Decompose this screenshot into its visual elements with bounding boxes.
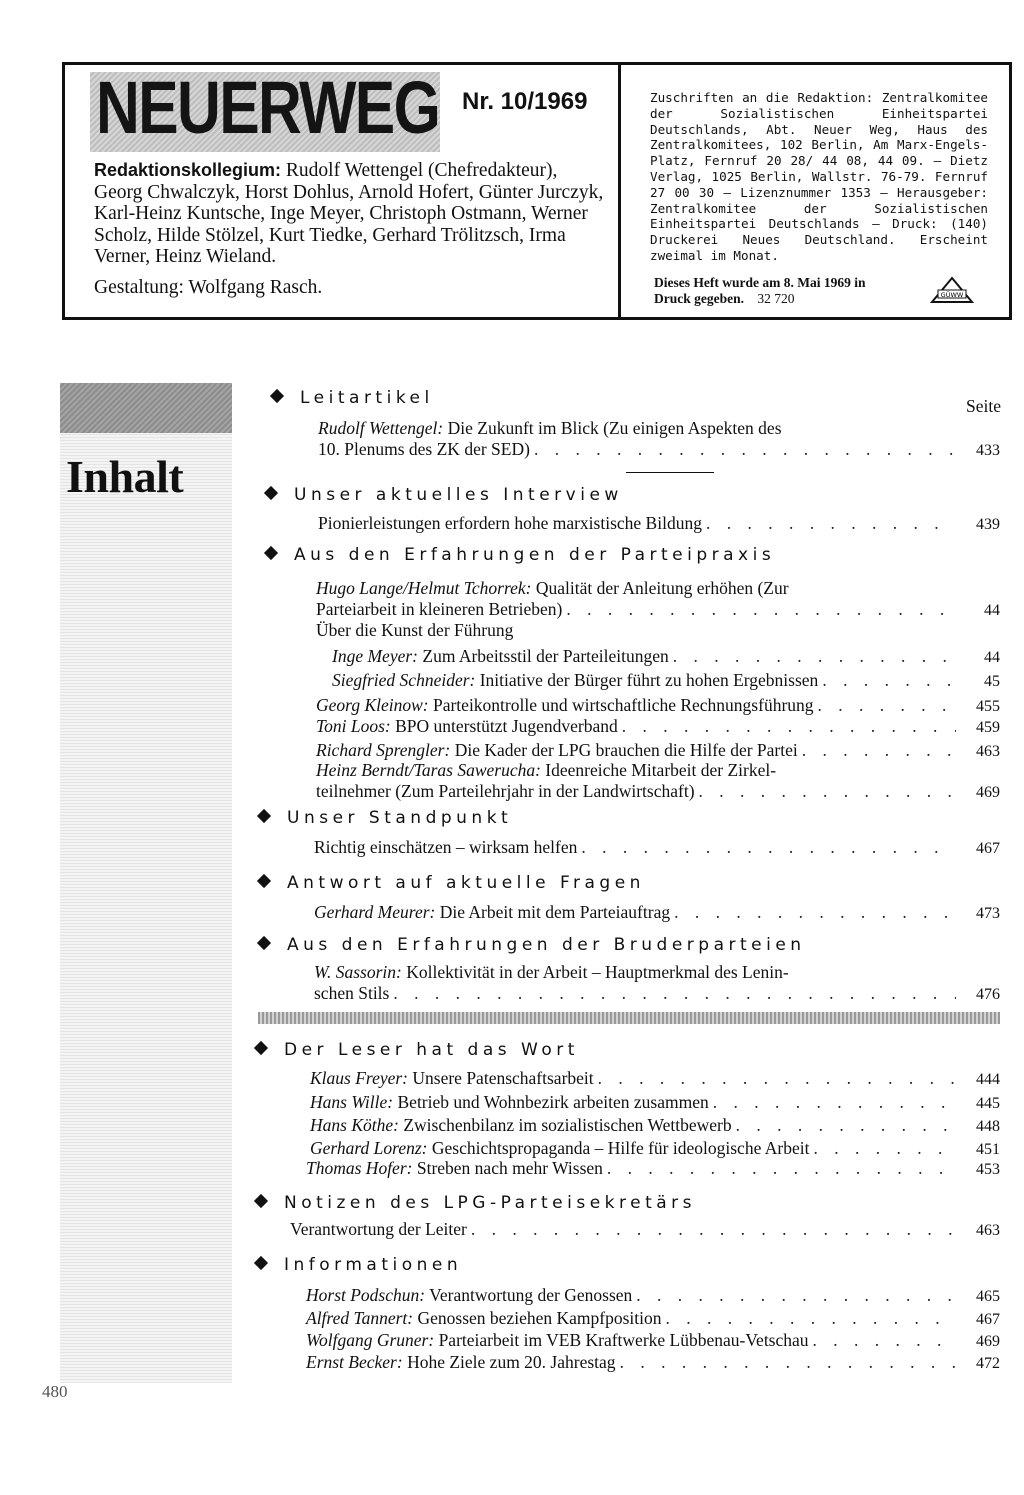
section-heading (272, 388, 434, 408)
toc-entry[interactable] (306, 1330, 1000, 1352)
toc-entry[interactable] (318, 513, 1000, 535)
entry-author: Horst Podschun: (306, 1285, 426, 1305)
entry-author: Klaus Freyer: (310, 1068, 409, 1088)
entry-page-number: 465 (976, 1288, 1000, 1305)
entry-page-number: 45 (984, 673, 1000, 690)
section-heading-text: Antwort auf aktuelle Fragen (287, 873, 645, 893)
entry-page-number: 44 (984, 649, 1000, 666)
magazine-logo: NEUERWEG (96, 66, 440, 149)
entry-title: Ideenreiche Mitarbeit der Zirkel- (545, 760, 777, 780)
entry-title-continued: Parteiarbeit in kleineren Betrieben) (316, 599, 563, 619)
section-heading-text: Unser Standpunkt (287, 808, 513, 828)
entry-title-continued: 10. Plenums des ZK der SED) (318, 439, 530, 459)
leader-dots (598, 1068, 956, 1089)
toc-entry[interactable] (316, 740, 1000, 762)
print-note-text: Dieses Heft wurde am 8. Mai 1969 in Druck gegeben. (654, 275, 866, 306)
leader-dots (622, 716, 956, 737)
editorial-label: Redaktionskollegium: (94, 160, 282, 180)
leader-dots (813, 1330, 956, 1351)
toc-entry[interactable] (310, 1068, 1000, 1090)
section-heading-text: Aus den Erfahrungen der Parteipraxis (294, 545, 776, 565)
leader-dots (673, 646, 956, 667)
entry-title-continued: schen Stils (314, 983, 390, 1003)
entry-title: Die Zukunft im Blick (Zu einigen Aspekten des (447, 418, 782, 438)
leader-dots (393, 983, 956, 1004)
leader-dots (674, 902, 956, 923)
entry-title: Verantwortung der Leiter (290, 1219, 467, 1239)
editorial-members: Rudolf Wettengel (Chefredakteur), Georg Chwalczyk, Horst Dohlus, Arnold Hofert, Günter Jurczyk, Karl-Heinz Kuntsche, Inge Meyer, Christoph Ostmann, Werner Scholz, Hilde Stölzel, Kurt Tiedke, Gerhard Trölitzsch, Irma Verner, Heinz Wieland. (94, 160, 604, 267)
design-credit: Gestaltung: Wolfgang Rasch. (94, 277, 323, 298)
leader-dots (713, 1092, 956, 1113)
leader-dots (736, 1115, 956, 1136)
section-heading (266, 485, 623, 505)
leader-dots (636, 1285, 956, 1306)
leader-dots (566, 599, 956, 620)
entry-author: Thomas Hofer: (306, 1158, 413, 1178)
section-heading (266, 545, 775, 565)
section-heading-text: Leitartikel (300, 388, 434, 408)
entry-title: Die Arbeit mit dem Parteiauftrag (439, 902, 671, 922)
entry-author: Siegfried Schneider: (332, 670, 476, 690)
leader-dots (802, 740, 956, 761)
page-number: 480 (42, 1382, 68, 1401)
section-heading (259, 873, 645, 893)
entry-author: Rudolf Wettengel: (318, 418, 444, 438)
contents-title: Inhalt (66, 451, 184, 502)
leader-dots (581, 837, 956, 858)
toc-entry[interactable] (314, 962, 1000, 1005)
entry-title: Die Kader der LPG brauchen die Hilfe der Partei (454, 740, 798, 760)
section-heading (259, 808, 512, 828)
entry-page-number: 439 (976, 516, 1000, 533)
leader-dots (822, 670, 956, 691)
leader-dots (813, 1138, 956, 1159)
entry-title: Betrieb und Wohnbezirk arbeiten zusammen (397, 1092, 709, 1112)
entry-page-number: 469 (976, 784, 1000, 801)
entry-author: Richard Sprengler: (316, 740, 451, 760)
entry-title: Kollektivität in der Arbeit – Hauptmerkmal des Lenin- (406, 962, 789, 982)
entry-author: Wolfgang Gruner: (306, 1330, 435, 1350)
print-number: 32 720 (757, 291, 795, 306)
entry-author: Ernst Becker: (306, 1352, 403, 1372)
page-column-label: Seite (966, 396, 1001, 416)
section-heading (256, 1193, 696, 1213)
section-heading-text: Der Leser hat das Wort (284, 1040, 579, 1060)
entry-title: Initiative der Bürger führt zu hohen Ergebnissen (479, 670, 819, 690)
entry-title: Qualität der Anleitung erhöhen (Zur (535, 578, 789, 598)
entry-title: Genossen beziehen Kampfposition (417, 1308, 662, 1328)
entry-author: W. Sassorin: (314, 962, 402, 982)
toc-entry[interactable] (316, 578, 1000, 621)
entry-title: Parteiarbeit im VEB Kraftwerke Lübbenau-Vetschau (438, 1330, 809, 1350)
toc-entry[interactable] (310, 1115, 1000, 1137)
toc-entry[interactable] (310, 1138, 1000, 1160)
toc-entry[interactable] (290, 1219, 1000, 1241)
entry-title: Richtig einschätzen – wirksam helfen (314, 837, 578, 857)
entry-page-number: 473 (976, 905, 1000, 922)
toc-entry[interactable] (316, 716, 1000, 738)
toc-entry[interactable] (316, 620, 1000, 641)
diamond-bullet-icon (264, 546, 278, 560)
entry-page-number: 444 (976, 1071, 1000, 1088)
section-heading (259, 935, 806, 955)
toc-entry[interactable] (316, 695, 1000, 717)
section-heading-text: Aus den Erfahrungen der Bruderparteien (287, 935, 806, 955)
entry-page-number: 459 (976, 719, 1000, 736)
entry-title: Pionierleistungen erfordern hohe marxistische Bildung (318, 513, 702, 533)
section-heading-text: Unser aktuelles Interview (294, 485, 623, 505)
entry-page-number: 453 (976, 1161, 1000, 1178)
entry-title: Zum Arbeitsstil der Parteileitungen (422, 646, 669, 666)
leader-dots (534, 439, 956, 460)
entry-author: Gerhard Meurer: (314, 902, 436, 922)
entry-page-number: 467 (976, 840, 1000, 857)
entry-page-number: 433 (976, 442, 1000, 459)
entry-title: Zwischenbilanz im sozialistischen Wettbewerb (403, 1115, 732, 1135)
redaktion-address: Zuschriften an die Redaktion: Zentralkomitee der Sozialistischen Einheitspartei Deutschlands, Abt. Neuer Weg, Haus des Zentralkomitees, 102 Berlin, Am Marx-Engels-Platz, Fernruf 20 28/ 44 08, 44 09. – Dietz Verlag, 1025 Berlin, Wallstr. 76-79. Fernruf 27 00 30 – Lizenznummer 1353 – Herausgeber: Zentralkomitee der Sozialistischen Einheitspartei Deutschlands – Druck: (140) Druckerei Neues Deutschland. Erscheint zweimal im Monat. (650, 90, 988, 263)
diamond-bullet-icon (257, 874, 271, 888)
entry-author: Hans Köthe: (310, 1115, 399, 1135)
entry-author: Hans Wille: (310, 1092, 394, 1112)
entry-title: Unsere Patenschaftsarbeit (412, 1068, 594, 1088)
entry-page-number: 44 (984, 602, 1000, 619)
toc-entry[interactable] (332, 646, 1000, 668)
entry-title: Geschichtspropaganda – Hilfe für ideologische Arbeit (431, 1138, 810, 1158)
entry-author: Inge Meyer: (332, 646, 418, 666)
entry-page-number: 472 (976, 1355, 1000, 1372)
entry-page-number: 455 (976, 698, 1000, 715)
diamond-bullet-icon (264, 486, 278, 500)
entry-title: Streben nach mehr Wissen (416, 1158, 603, 1178)
leader-dots (471, 1219, 956, 1240)
section-heading-text: Notizen des LPG-Parteisekretärs (284, 1193, 697, 1213)
diamond-bullet-icon (257, 936, 271, 950)
entry-page-number: 448 (976, 1118, 1000, 1135)
diamond-bullet-icon (254, 1256, 268, 1270)
entry-page-number: 467 (976, 1311, 1000, 1328)
leader-dots (818, 695, 956, 716)
entry-author: Gerhard Lorenz: (310, 1138, 428, 1158)
toc-entry[interactable] (316, 760, 1000, 803)
toc-entry[interactable] (306, 1158, 1000, 1180)
toc-entry[interactable] (318, 418, 1000, 461)
leader-dots (620, 1352, 956, 1373)
entry-page-number: 451 (976, 1141, 1000, 1158)
issue-number: Nr. 10/1969 (462, 88, 588, 115)
toc-entry[interactable] (306, 1308, 1000, 1330)
entry-title: Parteikontrolle und wirtschaftliche Rechnungsführung (432, 695, 814, 715)
entry-author: Toni Loos: (316, 716, 391, 736)
entry-page-number: 445 (976, 1095, 1000, 1112)
entry-author: Georg Kleinow: (316, 695, 429, 715)
section-heading-text: Informationen (284, 1255, 463, 1275)
diamond-bullet-icon (254, 1194, 268, 1208)
entry-page-number: 476 (976, 986, 1000, 1003)
entry-author: Alfred Tannert: (306, 1308, 414, 1328)
entry-author: Hugo Lange/Helmut Tchorrek: (316, 578, 532, 598)
diamond-bullet-icon (270, 389, 284, 403)
leader-dots (665, 1308, 956, 1329)
entry-title: Verantwortung der Genossen (429, 1285, 633, 1305)
diamond-bullet-icon (257, 809, 271, 823)
entry-author: Heinz Berndt/Taras Sawerucha: (316, 760, 541, 780)
toc-entry[interactable] (310, 1092, 1000, 1114)
diamond-bullet-icon (254, 1041, 268, 1055)
leader-dots (607, 1158, 956, 1179)
entry-title-continued: teilnehmer (Zum Parteilehrjahr in der Landwirtschaft) (316, 781, 695, 801)
section-heading (256, 1255, 462, 1275)
toc-entry[interactable] (314, 837, 1000, 859)
toc-entry[interactable] (306, 1285, 1000, 1307)
leader-dots (706, 513, 956, 534)
printer-mark-label: GÜWW (940, 291, 964, 299)
entry-title: BPO unterstützt Jugendverband (395, 716, 618, 736)
toc-entry[interactable] (306, 1352, 1000, 1374)
entry-title: Hohe Ziele zum 20. Jahrestag (407, 1352, 616, 1372)
entry-page-number: 463 (976, 743, 1000, 760)
entry-page-number: 463 (976, 1222, 1000, 1239)
toc-entry[interactable] (332, 670, 1000, 692)
entry-title: Über die Kunst der Führung (316, 620, 514, 640)
leader-dots (699, 781, 956, 802)
toc-entry[interactable] (314, 902, 1000, 924)
section-heading (256, 1040, 579, 1060)
entry-page-number: 469 (976, 1333, 1000, 1350)
